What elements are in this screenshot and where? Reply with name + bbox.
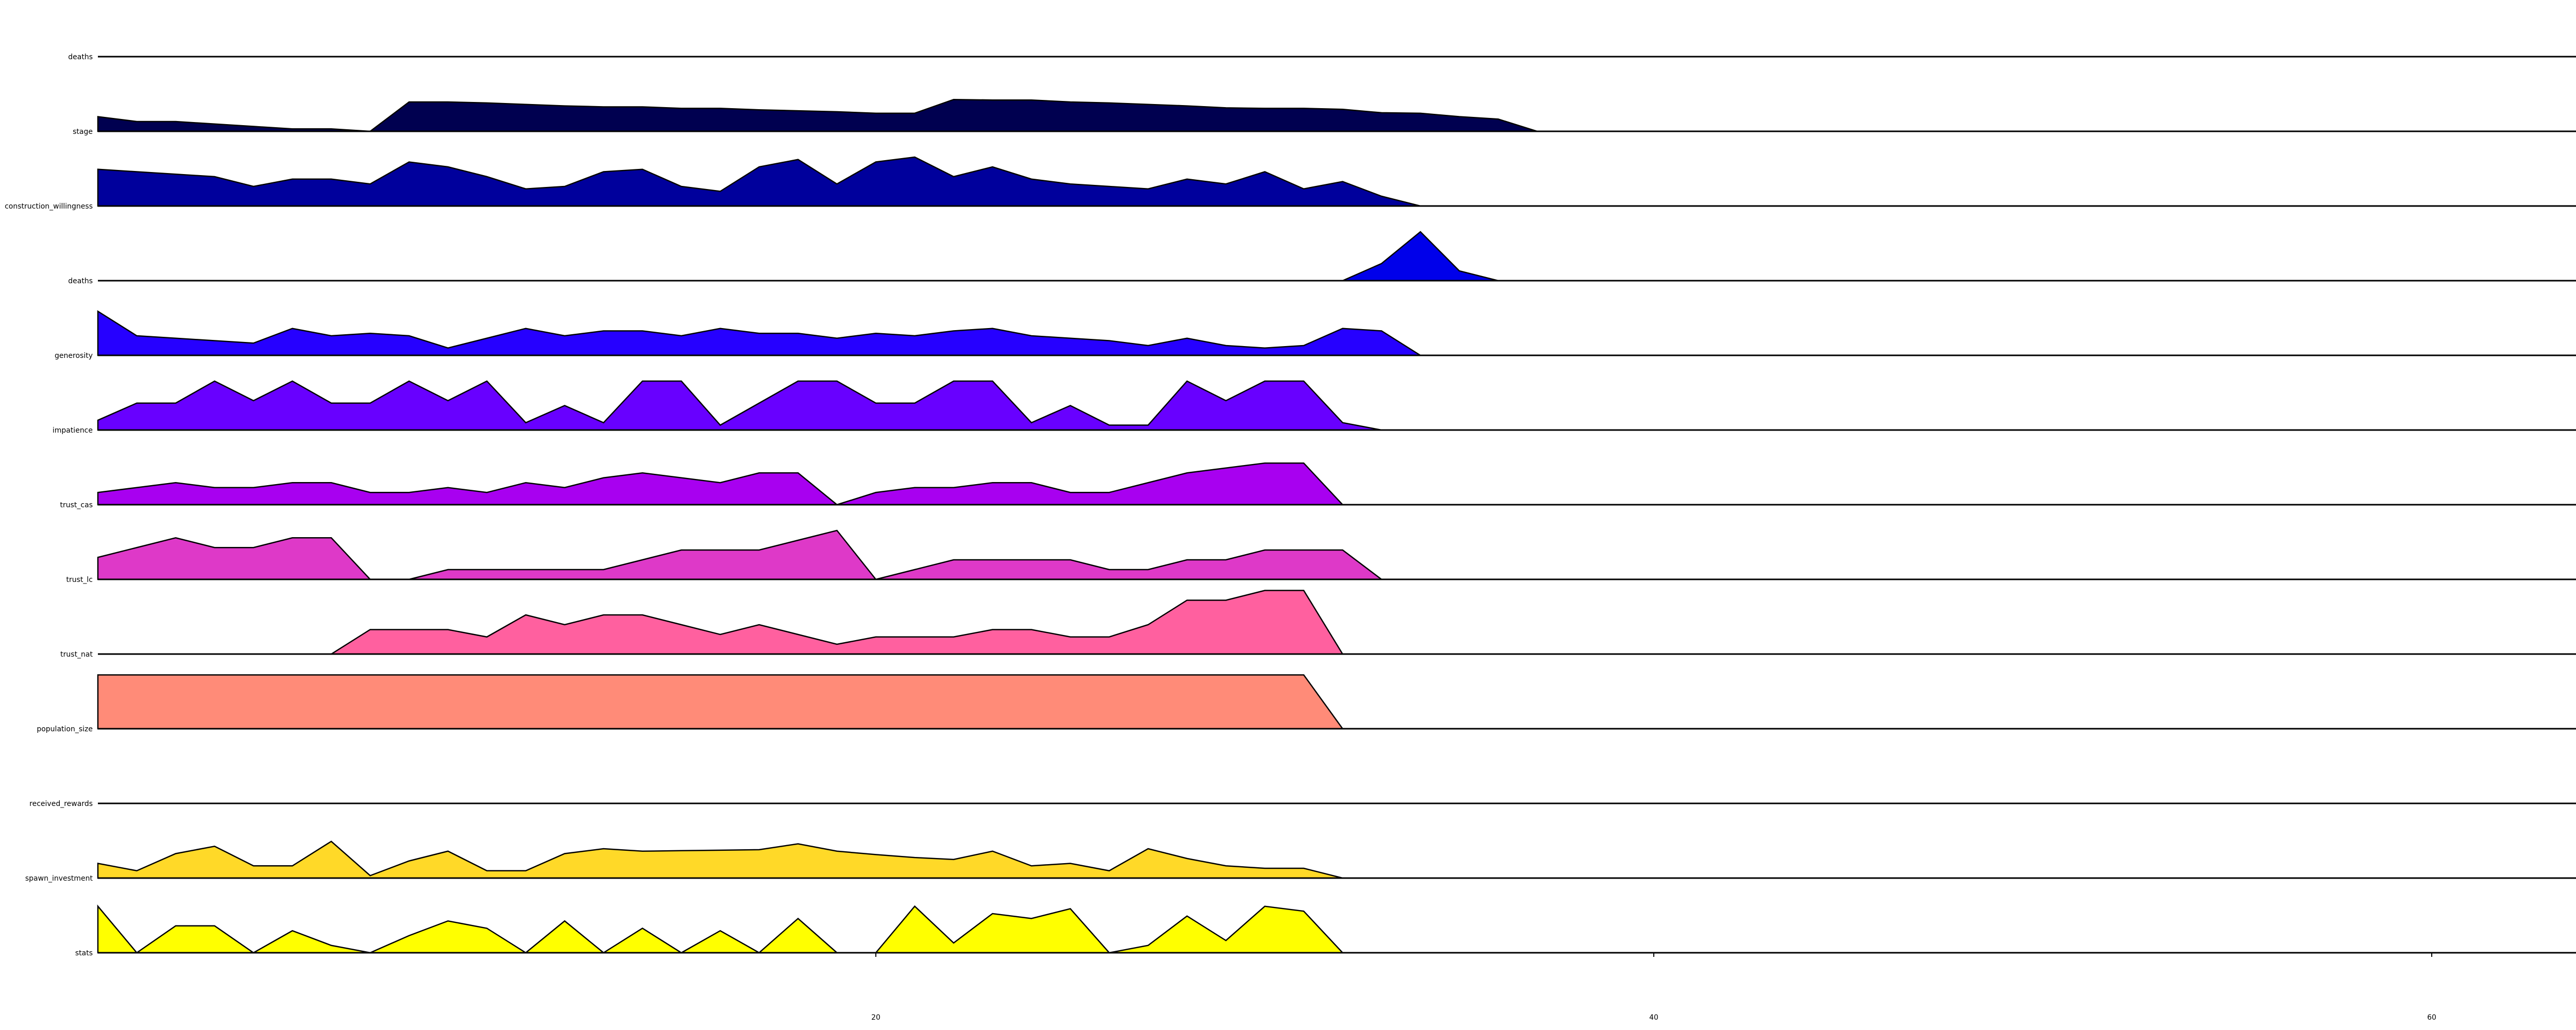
row-label: population_size [37, 725, 93, 733]
row-label: stats [75, 949, 93, 957]
row-label: received_rewards [29, 800, 93, 808]
row-label: generosity [55, 352, 93, 360]
series-area-deaths [98, 99, 2004, 131]
row-label: trust_cas [60, 501, 93, 509]
series-area-trust-lc [98, 591, 2004, 655]
row-label: trust_lc [66, 576, 93, 584]
series-area-trust-nat [98, 675, 2004, 729]
series-areas [98, 99, 2004, 953]
series-area-impatience [98, 463, 2004, 505]
series-area-spawn-investment [98, 906, 2004, 953]
row-label: trust_nat [60, 650, 93, 659]
row-label: stage [73, 128, 93, 136]
series-area-deaths [98, 312, 2004, 356]
row-label: deaths [68, 53, 93, 61]
x-tick-label: 60 [2427, 1014, 2436, 1022]
row-labels [5, 53, 93, 957]
row-label: impatience [52, 426, 93, 435]
x-tick-label: 20 [871, 1014, 880, 1022]
series-area-received-rewards [98, 842, 2004, 878]
series-area-construction-willingness [98, 232, 2004, 281]
x-axis [871, 953, 2576, 1022]
x-tick-label: 40 [1649, 1014, 1658, 1022]
row-label: spawn_investment [25, 874, 93, 883]
row-label: deaths [68, 277, 93, 285]
series-area-stage [98, 157, 2004, 206]
row-label: construction_willingness [5, 202, 93, 211]
series-area-generosity [98, 381, 2004, 430]
series-area-trust-cas [98, 530, 2004, 579]
